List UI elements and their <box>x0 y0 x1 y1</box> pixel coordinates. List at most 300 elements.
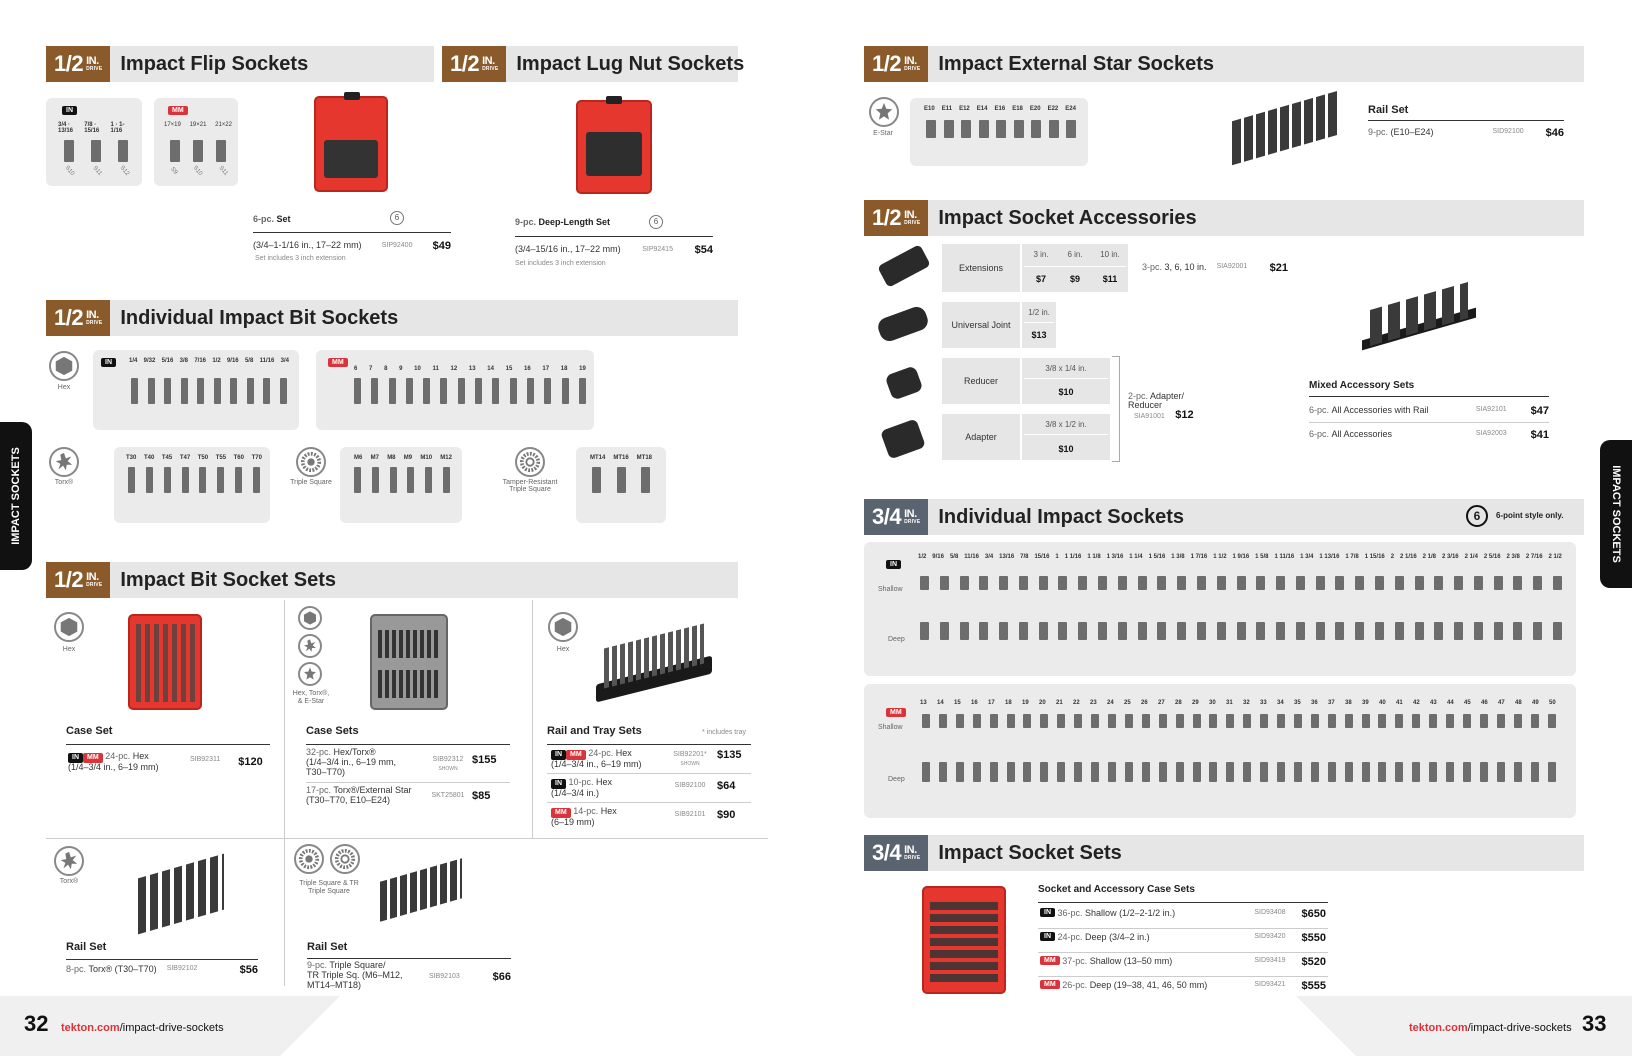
socket <box>118 140 128 162</box>
size-label: 2 1/16 <box>1400 554 1417 560</box>
socket <box>1193 714 1201 728</box>
socket <box>1548 714 1556 728</box>
socket <box>64 140 74 162</box>
socket <box>579 378 586 404</box>
lug-set-line: (3/4–15/16 in., 17–22 mm) SIP92415 $54 <box>515 244 713 256</box>
size-label: E18 <box>1012 106 1023 112</box>
socket <box>1294 714 1302 728</box>
size-label: M10 <box>420 455 433 461</box>
torx-icon <box>54 846 84 876</box>
ext-size: 10 in. <box>1100 250 1120 259</box>
size-label: T70 <box>251 455 262 461</box>
socket <box>1078 576 1087 590</box>
divider <box>1038 976 1328 977</box>
socket <box>182 467 189 493</box>
socket <box>510 378 517 404</box>
torx-icon <box>298 634 322 658</box>
socket <box>920 576 929 590</box>
drive-badge: 1/2 IN. DRIVE <box>442 46 506 82</box>
size-label: T47 <box>179 455 191 461</box>
deep-socket <box>1007 762 1015 782</box>
socket <box>443 467 450 493</box>
ind34-mm-panel <box>864 684 1576 818</box>
size-label: 29 <box>1192 700 1199 706</box>
torx-rail-line: 8-pc. Torx® (T30–T70) SIB92102 $56 <box>66 964 258 976</box>
size-label: 16 <box>971 700 978 706</box>
deep-socket <box>1217 622 1226 640</box>
socket <box>979 120 989 138</box>
torx-panel <box>114 447 270 523</box>
reducer-size: 3/8 x 1/4 in. <box>1045 364 1087 373</box>
size-label: 1 11/16 <box>1274 554 1295 560</box>
size-label: 26 <box>1141 700 1148 706</box>
socket <box>170 140 180 162</box>
socket <box>1429 714 1437 728</box>
size-label: 12 <box>450 366 458 372</box>
footer-url[interactable]: tekton.com/impact-drive-sockets <box>61 1022 224 1034</box>
deep-socket <box>1362 762 1370 782</box>
socket <box>425 467 432 493</box>
universal-joint-label: Universal Joint <box>942 302 1020 348</box>
socket <box>1513 576 1522 590</box>
size-label: 25 <box>1124 700 1131 706</box>
reducer-label: Reducer <box>942 358 1020 404</box>
socket <box>247 378 254 404</box>
mm-tag: MM <box>168 106 188 115</box>
socket <box>216 140 226 162</box>
socket <box>128 467 135 493</box>
divider <box>515 236 713 237</box>
deep-socket <box>1454 622 1463 640</box>
set-note: Set includes 3 inch extension <box>515 260 606 267</box>
socket <box>1474 576 1483 590</box>
socket <box>1197 576 1206 590</box>
deep-socket <box>1412 762 1420 782</box>
socket <box>1098 576 1107 590</box>
piece-count: 36-pc. <box>1057 908 1083 918</box>
size-label: 19 <box>579 366 586 372</box>
divider <box>1024 266 1126 267</box>
section-title: Impact Socket Sets <box>938 841 1122 864</box>
socket <box>1378 714 1386 728</box>
section-title: Individual Impact Sockets <box>938 505 1184 528</box>
size-label: 8 <box>384 366 388 372</box>
socket <box>492 378 499 404</box>
section-title: Impact Bit Socket Sets <box>120 568 336 591</box>
size-label: 43 <box>1430 700 1437 706</box>
size-label: 1 5/8 <box>1255 554 1269 560</box>
size-label: 27 <box>1158 700 1165 706</box>
size-label: 2 3/16 <box>1441 554 1459 560</box>
size-label: 23 <box>1090 700 1097 706</box>
uj-size: 1/2 in. <box>1028 308 1050 317</box>
socket <box>1362 714 1370 728</box>
socket <box>562 378 569 404</box>
size-label: 35 <box>1294 700 1301 706</box>
size-label: 1 3/4 <box>1300 554 1314 560</box>
size-label: 19 <box>1022 700 1029 706</box>
size-label: 22 <box>1073 700 1080 706</box>
deep-socket <box>1091 762 1099 782</box>
socket <box>354 378 361 404</box>
six-point-note: 6-point style only. <box>1496 511 1564 520</box>
size-label: 1 1/2 <box>1213 554 1227 560</box>
socket <box>1176 714 1184 728</box>
socket <box>371 378 378 404</box>
deep-socket <box>1316 622 1325 640</box>
socket <box>1328 714 1336 728</box>
deep-socket <box>1494 622 1503 640</box>
divider <box>1038 902 1328 903</box>
side-tab-impact-sockets[interactable]: IMPACT SOCKETS <box>1600 440 1632 588</box>
triple-square-icon <box>294 844 324 874</box>
size-label: 10 <box>414 366 421 372</box>
shallow-label: Shallow <box>878 724 903 731</box>
bitsets-header <box>46 562 738 598</box>
deep-socket <box>1294 762 1302 782</box>
footer-url[interactable]: tekton.com/impact-drive-sockets <box>1409 1022 1572 1034</box>
adapter-size: 3/8 x 1/2 in. <box>1045 420 1087 429</box>
triple-square-panel <box>340 447 462 523</box>
lug-header <box>442 46 745 82</box>
socket <box>458 378 465 404</box>
size-label: 42 <box>1413 700 1420 706</box>
sku-label: S11 <box>217 165 229 177</box>
socket <box>1497 714 1505 728</box>
socket <box>1311 714 1319 728</box>
piece-count: 26-pc. <box>1062 980 1088 990</box>
socket <box>960 576 969 590</box>
size-label: 5/8 <box>244 358 254 364</box>
deep-label: Deep <box>888 776 905 783</box>
deep-socket <box>940 622 949 640</box>
flip-set-case-image <box>314 96 388 192</box>
socket <box>1296 576 1305 590</box>
size-label: 13 <box>468 366 476 372</box>
size-label: 1 13/16 <box>1319 554 1340 560</box>
size-label: 1 3/16 <box>1106 554 1124 560</box>
socket <box>1142 714 1150 728</box>
socket <box>354 467 361 493</box>
socket <box>1040 714 1048 728</box>
unit-tag: IN <box>1040 908 1055 917</box>
size-label: 1 <box>1055 554 1059 560</box>
deep-socket <box>1125 762 1133 782</box>
socket <box>956 714 964 728</box>
deep-socket <box>1176 762 1184 782</box>
socket <box>1049 120 1059 138</box>
socket <box>1074 714 1082 728</box>
deep-socket <box>1345 762 1353 782</box>
footer-band-slant <box>1296 996 1356 1056</box>
rail-tray-10-line: IN 10-pc. Hex (1/4–3/4 in.) SIB92100 $64 <box>551 777 736 798</box>
deep-socket <box>1019 622 1028 640</box>
socket <box>544 378 551 404</box>
ext-size: 6 in. <box>1067 250 1083 259</box>
socket <box>164 467 171 493</box>
socket <box>999 576 1008 590</box>
page-number: 33 <box>1582 1011 1607 1036</box>
triple-square-rail-line: 9-pc. Triple Square/ TR Triple Sq. (M6–M12, MT14–MT18) SIB92103 $66 <box>307 960 511 990</box>
socket <box>1345 714 1353 728</box>
deep-socket <box>1209 762 1217 782</box>
divider <box>1024 378 1108 379</box>
sku: SID93420 <box>1254 933 1286 940</box>
socket <box>475 378 482 404</box>
size-label: T50 <box>197 455 209 461</box>
side-tab-impact-sockets[interactable]: IMPACT SOCKETS <box>0 422 32 570</box>
size-label: E11 <box>941 106 953 112</box>
tamper-triple-square-icon <box>515 447 545 477</box>
triple-square-rail-image <box>378 862 466 918</box>
deep-socket <box>1197 622 1206 640</box>
deep-socket <box>973 762 981 782</box>
deep-socket <box>1434 622 1443 640</box>
adapter-reducer-set-line: 2-pc. Adapter/ Reducer SIA91001 $12 <box>1128 391 1194 421</box>
size-label: 34 <box>1277 700 1284 706</box>
sku: SID93421 <box>1254 981 1286 988</box>
divider <box>1024 322 1054 323</box>
deep-socket <box>1375 622 1384 640</box>
deep-socket <box>1260 762 1268 782</box>
divider <box>1368 120 1564 121</box>
accessories-header <box>864 200 1584 236</box>
deep-socket <box>1098 622 1107 640</box>
size-label: 3/4 · 13/16 <box>58 122 74 134</box>
deep-socket <box>1256 622 1265 640</box>
deep-socket <box>1193 762 1201 782</box>
divider <box>547 744 751 745</box>
deep-socket <box>922 762 930 782</box>
page-number: 32 <box>24 1011 49 1036</box>
socket <box>940 576 949 590</box>
torx-rail-image <box>134 858 230 930</box>
socket <box>990 714 998 728</box>
hex-icon <box>548 612 578 642</box>
deep-label: Deep <box>888 636 905 643</box>
socket <box>217 467 224 493</box>
size-label: 15 <box>505 366 513 372</box>
socket <box>1395 576 1404 590</box>
divider <box>66 959 258 960</box>
socket <box>1256 576 1265 590</box>
divider <box>1024 434 1108 435</box>
socket <box>1412 714 1420 728</box>
sets34-header <box>864 835 1584 871</box>
size-label: 15/16 <box>1034 554 1050 560</box>
unit-tag: MM <box>1040 980 1060 989</box>
reducer-image <box>885 365 924 400</box>
size-label: T40 <box>143 455 155 461</box>
triple-square-rail-title: Rail Set <box>307 941 348 953</box>
socket <box>91 140 101 162</box>
flip-set-title: 6-pc. Set <box>253 214 291 224</box>
socket <box>1031 120 1041 138</box>
footer-band-slant <box>280 996 340 1056</box>
case-set-title: Case Set <box>66 725 113 737</box>
socket <box>926 120 936 138</box>
socket <box>922 714 930 728</box>
mm-tag: MM <box>886 708 906 717</box>
hex-mm-panel <box>316 350 594 430</box>
size-label: 1 9/16 <box>1232 554 1250 560</box>
deep-socket <box>1335 622 1344 640</box>
size-label: 9/16 <box>932 554 944 560</box>
socket <box>1091 714 1099 728</box>
ext-set-line: 3-pc. 3, 6, 10 in. SIA92001 $21 <box>1142 262 1288 274</box>
drive-badge: 1/2 IN. DRIVE <box>864 200 928 236</box>
section-title: Individual Impact Bit Sockets <box>120 306 399 329</box>
socket <box>1157 576 1166 590</box>
size-label: 33 <box>1260 700 1267 706</box>
adapter-price: $10 <box>1058 444 1074 454</box>
size-label: 15 <box>954 700 961 706</box>
deep-socket <box>956 762 964 782</box>
size-label: 46 <box>1481 700 1488 706</box>
size-label: 9 <box>399 366 403 372</box>
size-label: 16 <box>524 366 531 372</box>
size-label: 1/4 <box>129 358 138 364</box>
divider <box>547 802 751 803</box>
socket <box>1023 714 1031 728</box>
size-label: 21 <box>1056 700 1063 706</box>
sets34-row <box>1040 956 1326 968</box>
socket <box>939 714 947 728</box>
ext-price: $9 <box>1069 274 1080 284</box>
socket <box>527 378 534 404</box>
size-label: 9/16 <box>226 358 239 364</box>
size-label: 50 <box>1549 700 1556 706</box>
in-tag: IN <box>886 560 901 569</box>
deep-socket <box>1040 762 1048 782</box>
socket <box>1395 714 1403 728</box>
socket <box>961 120 971 138</box>
deep-socket <box>1118 622 1127 640</box>
size-label: 17×19 <box>164 122 181 128</box>
socket <box>1237 576 1246 590</box>
deep-socket <box>1078 622 1087 640</box>
ext-size: 3 in. <box>1033 250 1049 259</box>
size-label: 32 <box>1243 700 1250 706</box>
multi-drive-label: Hex, Torx®, & E-Star <box>292 690 330 706</box>
size-label: 17 <box>542 366 550 372</box>
estar-icon <box>869 97 899 127</box>
price: $520 <box>1301 956 1326 968</box>
size-label: 1 3/8 <box>1171 554 1185 560</box>
socket <box>1019 576 1028 590</box>
size-label: 5/16 <box>161 358 174 364</box>
hex-icon <box>49 351 79 381</box>
socket <box>440 378 447 404</box>
size-label: 7 <box>369 366 373 372</box>
deep-socket <box>1395 622 1404 640</box>
unit-tag: IN <box>1040 932 1055 941</box>
ext-star-rail-image <box>1230 96 1342 160</box>
size-label: M12 <box>440 455 452 461</box>
bit-case-image <box>128 614 202 710</box>
hex-icon <box>298 606 322 630</box>
socket <box>1276 576 1285 590</box>
deep-socket <box>1548 762 1556 782</box>
size-label: 28 <box>1175 700 1182 706</box>
in-tag: IN <box>101 358 116 367</box>
size-label: 36 <box>1311 700 1318 706</box>
socket <box>235 467 242 493</box>
mixed-set-line: 6-pc. All Accessories SIA92003 $41 <box>1309 429 1549 441</box>
size-label: 7/8 · 15/16 <box>84 122 100 134</box>
size-label: 13/16 <box>999 554 1015 560</box>
torx-label: Torx® <box>54 479 74 486</box>
socket <box>193 140 203 162</box>
deep-socket <box>999 622 1008 640</box>
flip-mm-panel <box>154 98 238 186</box>
ind34-in-panel <box>864 542 1576 676</box>
size-label: 9/32 <box>143 358 156 364</box>
size-label: T60 <box>233 455 244 461</box>
size-label: 18 <box>560 366 568 372</box>
size-label: 7/16 <box>194 358 206 364</box>
in-tag: IN <box>62 106 77 115</box>
socket <box>1277 714 1285 728</box>
torx-label: Torx® <box>59 878 79 885</box>
deep-socket <box>1328 762 1336 782</box>
drive-badge: 1/2 IN. DRIVE <box>46 300 110 336</box>
bit-rail-tray-image <box>596 630 712 696</box>
sku: SID93419 <box>1254 957 1286 964</box>
deep-socket <box>1276 622 1285 640</box>
socket <box>1177 576 1186 590</box>
sku: SID93408 <box>1254 909 1286 916</box>
sku-label: S10 <box>63 164 76 178</box>
deep-socket <box>1074 762 1082 782</box>
size-label: MT18 <box>636 455 652 461</box>
adapter-label: Adapter <box>942 414 1020 460</box>
case-set-line: IN MM 24-pc. Hex (1/4–3/4 in., 6–19 mm) SIB92311 $120 <box>68 751 263 772</box>
divider <box>307 958 511 959</box>
socket <box>1375 576 1384 590</box>
deep-socket <box>1480 762 1488 782</box>
size-label: 2 5/16 <box>1483 554 1501 560</box>
size-label: 2 7/16 <box>1525 554 1543 560</box>
bracket <box>1112 356 1120 462</box>
deep-socket <box>1243 762 1251 782</box>
socket <box>1125 714 1133 728</box>
socket <box>1434 576 1443 590</box>
six-point-icon: 6 <box>1466 505 1488 527</box>
triple-square-label: Triple Square <box>290 479 332 486</box>
size-label: E16 <box>994 106 1006 112</box>
deep-socket <box>1514 762 1522 782</box>
size-label: 30 <box>1209 700 1216 706</box>
deep-socket <box>979 622 988 640</box>
size-label: 21×22 <box>215 122 232 128</box>
size-label: 49 <box>1532 700 1539 706</box>
drive-badge: 1/2 IN. DRIVE <box>46 46 110 82</box>
deep-socket <box>960 622 969 640</box>
size-label: 1/2 <box>212 358 221 364</box>
size-label: 14 <box>487 366 494 372</box>
deep-socket <box>1513 622 1522 640</box>
divider <box>1038 928 1328 929</box>
flip-set-line: (3/4–1-1/16 in., 17–22 mm) SIP92400 $49 <box>253 240 451 252</box>
size-label: 2 1/4 <box>1464 554 1478 560</box>
drive-badge: 1/2 IN. DRIVE <box>46 562 110 598</box>
size-label: MT14 <box>590 455 606 461</box>
uj-price: $13 <box>1031 330 1047 340</box>
set-desc: Deep (19–38, 41, 46, 50 mm) <box>1089 980 1208 990</box>
size-label: 1 15/16 <box>1364 554 1385 560</box>
size-label: 7/8 <box>1020 554 1029 560</box>
